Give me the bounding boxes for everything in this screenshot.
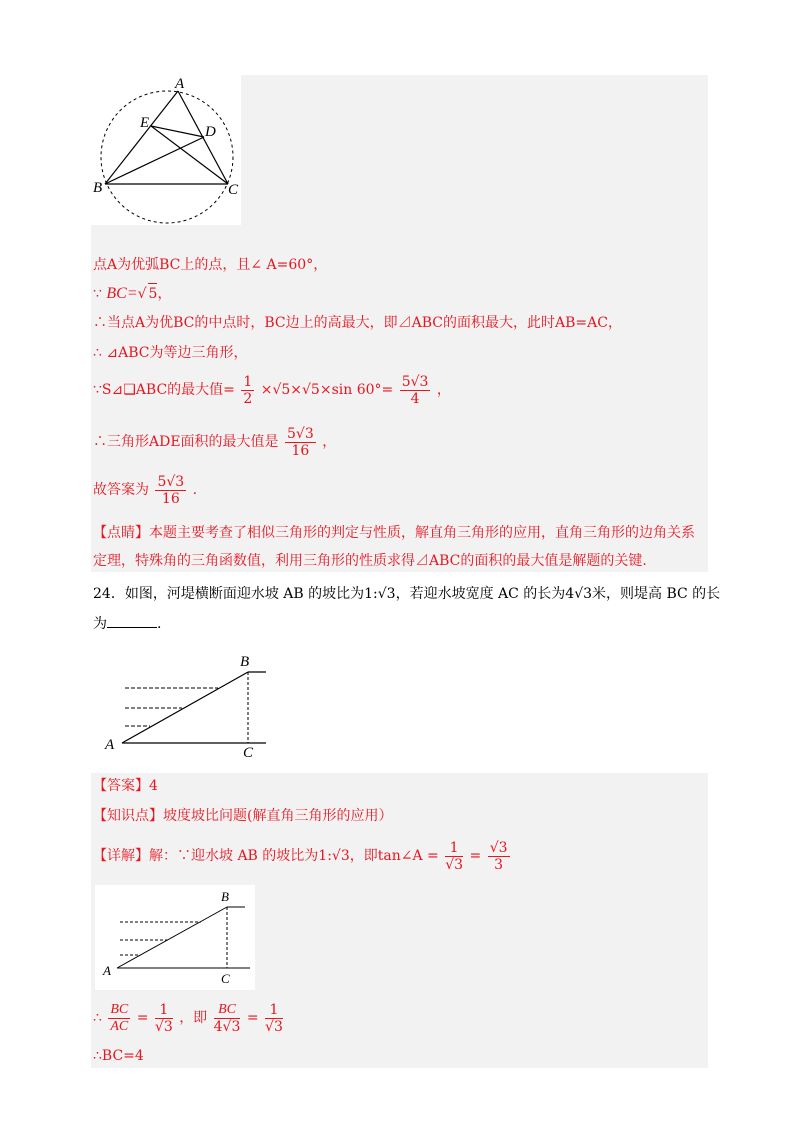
period: .: [192, 482, 198, 498]
fraction-bc-ac: $\frac{BC}{AC}$: [110, 1001, 129, 1034]
fraction-1-sqrt3-b: $\frac{1}{√3}$: [265, 1001, 283, 1035]
label-A: A: [103, 963, 111, 978]
comma: ，: [436, 382, 451, 398]
answer-label: 【答案】4: [93, 778, 158, 794]
solution-line-3: ∴当点A为优BC的中点时，BC边上的高最大，即⊿ABC的面积最大，此时AB=AC，: [93, 315, 622, 331]
label-A: A: [105, 737, 115, 753]
sqrt-value: 5: [148, 283, 158, 304]
comment-line-1: 【点睛】本题主要考查了相似三角形的判定与性质，解直角三角形的应用，直角三角形的边角关系: [93, 525, 695, 541]
question-24-wei: 为: [93, 616, 107, 632]
label-B: B: [240, 654, 250, 670]
answer-prefix: 故答案为: [93, 482, 149, 498]
comment-line-2: 定理，特殊角的三角函数值，利用三角形的性质求得⊿ABC的面积的最大值是解题的关键.: [93, 553, 647, 569]
fraction-area-result: $\frac{5√3}{4}$: [401, 373, 429, 407]
fraction-tan-1: $\frac{1}{√3}$: [445, 839, 464, 873]
slope-figure-answer: [95, 885, 255, 990]
solution-line-1: 点A为优弧BC上的点，且∠ A=60°，: [93, 257, 328, 273]
label-B: B: [221, 889, 229, 904]
question-24-line-1: 24．如图，河堤横断面迎水坡 AB 的坡比为1:√3，若迎水坡宽度 AC 的长为4√3米，则堤高 BC 的长: [93, 586, 721, 602]
ji-text: ，即: [179, 1010, 208, 1026]
solution-line-6: [93, 422, 336, 462]
solution-line-4: ∴ ⊿ABC为等边三角形，: [93, 345, 248, 361]
fraction-bc-4sqrt3: $\frac{BC}{4√3}$: [213, 1001, 241, 1035]
bc-eq: BC=: [106, 285, 138, 302]
ratio-line: [93, 996, 285, 1040]
fraction-half: $\frac{1}{2}$: [243, 373, 253, 407]
label-D: D: [205, 124, 216, 140]
ade-prefix: ∴三角形ADE面积的最大值是: [93, 434, 279, 450]
period: .: [157, 616, 162, 632]
detail-line: [93, 836, 512, 876]
answer-blank: [107, 616, 157, 628]
because-symbol: ∵: [93, 286, 102, 302]
therefore-symbol: ∴: [93, 1010, 102, 1026]
question-24-line-2: [93, 614, 161, 634]
circle-figure: [91, 75, 241, 225]
label-C: C: [243, 745, 254, 760]
equals: =: [246, 1010, 259, 1026]
slope-figure-question: [100, 652, 270, 760]
detail-prefix: 【详解】解：∵迎水坡 AB 的坡比为1:√3，即tan∠A =: [93, 848, 439, 864]
comma: ，: [322, 434, 337, 450]
solution-line-5: [93, 370, 451, 410]
equals: =: [136, 1010, 149, 1026]
label-C: C: [228, 182, 239, 198]
label-A: A: [175, 76, 185, 92]
label-E: E: [140, 115, 150, 131]
label-C: C: [221, 971, 230, 986]
fraction-1-sqrt3: $\frac{1}{√3}$: [154, 1001, 173, 1035]
fraction-ade: $\frac{5√3}{16}$: [287, 425, 314, 459]
solution-line-2: ∵ BC=√ 5，: [93, 285, 172, 302]
final-answer: ∴BC=4: [93, 1048, 144, 1064]
knowledge-label: 【知识点】坡度坡比问题(解直角三角形的应用）: [93, 808, 393, 824]
fraction-tan-2: $\frac{√3}{3}$: [489, 839, 508, 873]
label-B: B: [93, 180, 103, 196]
equals: =: [469, 848, 482, 864]
area-prefix: ∵S⊿❑ABC的最大值=: [93, 382, 235, 398]
fraction-answer: $\frac{5√3}{16}$: [157, 473, 185, 507]
solution-line-7: [93, 470, 197, 510]
area-middle: ×√5×√5×sin 60°=: [260, 382, 394, 398]
